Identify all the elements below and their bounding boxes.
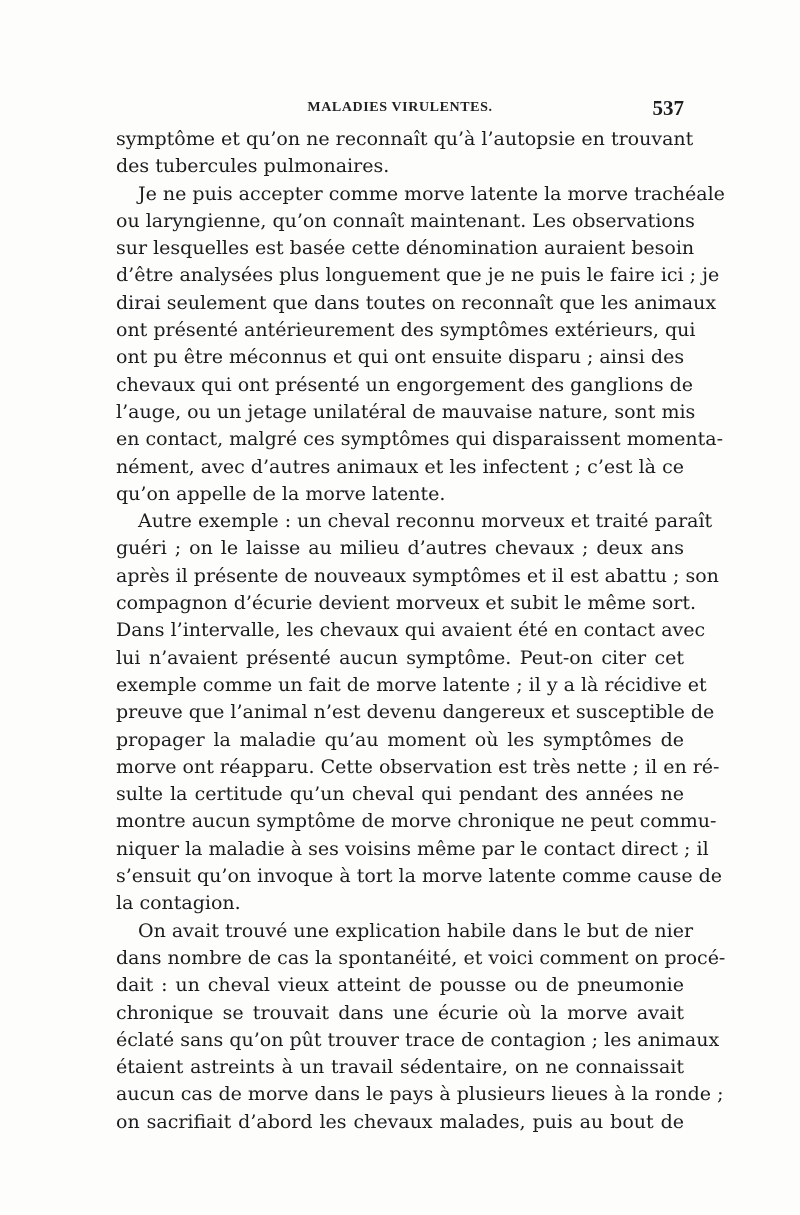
- text-line: qu’on appelle de la morve latente.: [116, 482, 446, 505]
- text-line: propager la maladie qu’au moment où les symptômes de: [116, 728, 684, 751]
- running-title: MALADIES VIRULENTES.: [307, 100, 493, 115]
- paragraph-start-line: Je ne puis accepter comme morve latente la morve trachéale: [138, 182, 725, 205]
- text-line: en contact, malgré ces symptômes qui disparaissent momenta-: [116, 428, 724, 451]
- text-line: la contagion.: [116, 892, 241, 915]
- text-line: morve ont réapparu. Cette observation est très nette ; il en ré-: [116, 755, 720, 778]
- text-line: compagnon d’écurie devient morveux et subit le même sort.: [116, 592, 697, 615]
- text-line: des tubercules pulmonaires.: [116, 155, 390, 178]
- text-line: chronique se trouvait dans une écurie où la morve avait: [116, 1001, 684, 1024]
- text-line: d’être analysées plus longuement que je ne puis le faire ici ; je: [116, 264, 720, 287]
- text-line: dait : un cheval vieux atteint de pousse ou de pneumonie: [116, 974, 684, 997]
- text-line: exemple comme un fait de morve latente ; il y a là récidive et: [116, 673, 707, 696]
- text-line: sur lesquelles est basée cette dénomination auraient besoin: [116, 237, 695, 260]
- text-line: ont pu être méconnus et qui ont ensuite disparu ; ainsi des: [116, 346, 685, 369]
- text-line: preuve que l’animal n’est devenu dangereux et susceptible de: [116, 701, 715, 724]
- text-line: dirai seulement que dans toutes on reconnaît que les animaux: [116, 291, 717, 314]
- text-line: aucun cas de morve dans le pays à plusieurs lieues à la ronde ;: [116, 1083, 724, 1106]
- body-text: [116, 126, 726, 1136]
- text-line: ont présenté antérieurement des symptômes extérieurs, qui: [116, 319, 696, 342]
- text-line: s’ensuit qu’on invoque à tort la morve latente comme cause de: [116, 865, 723, 888]
- running-head: [116, 98, 684, 122]
- paragraph-start-line: On avait trouvé une explication habile dans le but de nier: [138, 919, 694, 942]
- text-line: symptôme et qu’on ne reconnaît qu’à l’autopsie en trouvant: [116, 128, 694, 150]
- text-line: après il présente de nouveaux symptômes et il est abattu ; son: [116, 564, 719, 587]
- text-line: sulte la certitude qu’un cheval qui pendant des années ne: [116, 783, 684, 806]
- text-line: éclaté sans qu’on pût trouver trace de contagion ; les animaux: [116, 1028, 720, 1051]
- text-line: étaient astreints à un travail sédentaire, on ne connaissait: [116, 1056, 684, 1079]
- text-line: lui n’avaient présenté aucun symptôme. Peut-on citer cet: [116, 646, 684, 669]
- text-line: l’auge, ou un jetage unilatéral de mauvaise nature, sont mis: [116, 400, 696, 423]
- text-line: montre aucun symptôme de morve chronique ne peut commu-: [116, 810, 717, 833]
- text-line: chevaux qui ont présenté un engorgement des ganglions de: [116, 373, 694, 396]
- paragraph-start-line: Autre exemple : un cheval reconnu morveux et traité paraît: [138, 510, 713, 533]
- text-line: guéri ; on le laisse au milieu d’autres chevaux ; deux ans: [116, 537, 684, 560]
- text-line: dans nombre de cas la spontanéité, et voici comment on procé-: [116, 946, 726, 969]
- page-number: 537: [652, 96, 684, 120]
- text-line: nément, avec d’autres animaux et les infectent ; c’est là ce: [116, 455, 684, 478]
- text-line: on sacrifiait d’abord les chevaux malades, puis au bout de: [116, 1110, 684, 1133]
- text-line: niquer la maladie à ses voisins même par le contact direct ; il: [116, 837, 709, 860]
- text-line: Dans l’intervalle, les chevaux qui avaient été en contact avec: [116, 619, 706, 642]
- text-line: ou laryngienne, qu’on connaît maintenant. Les observations: [116, 209, 695, 232]
